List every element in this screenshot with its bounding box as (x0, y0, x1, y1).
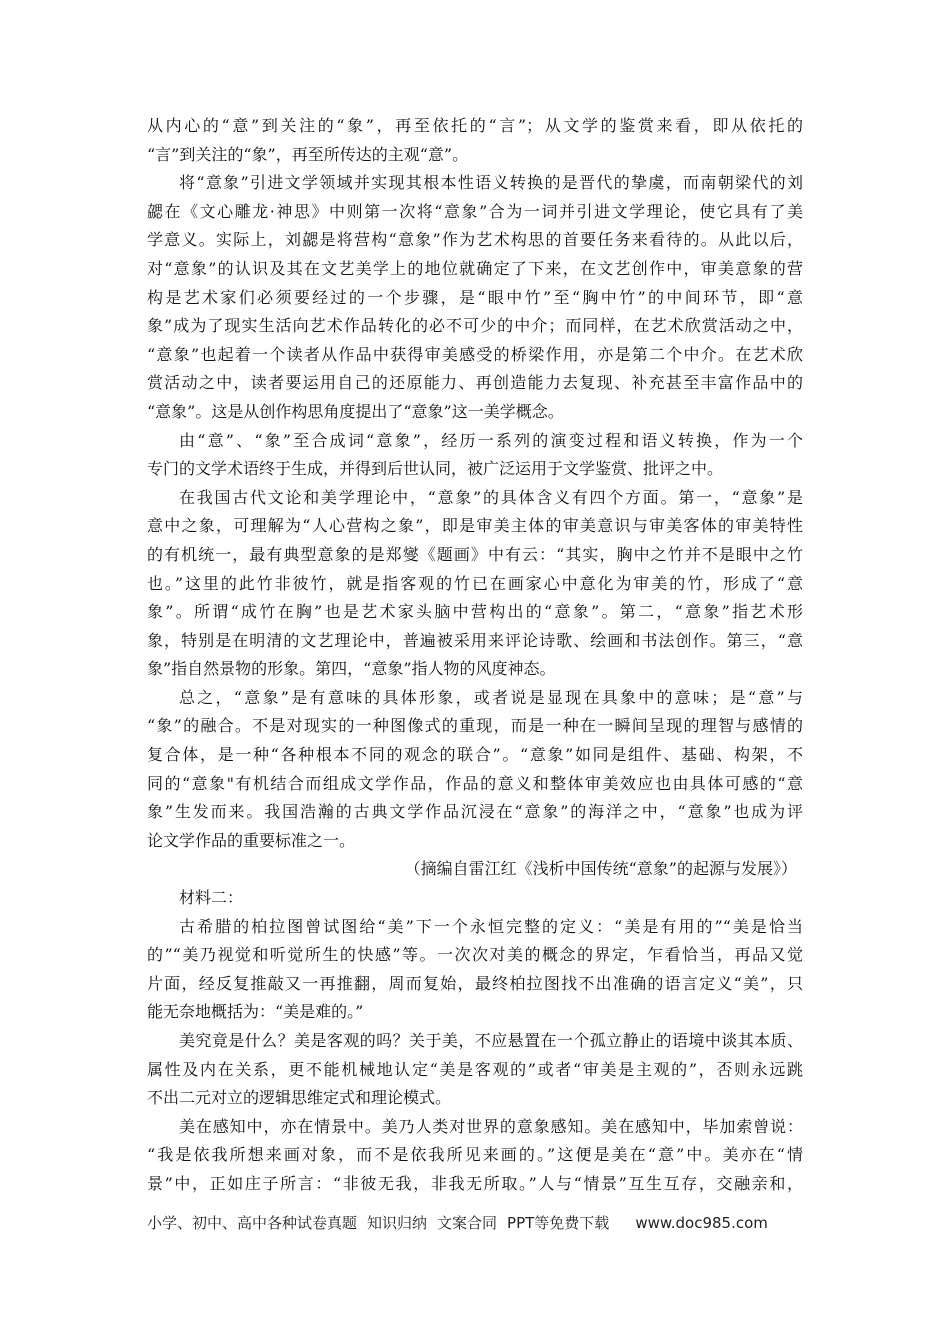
text-line: 同的“意象"有机结合而组成文学作品，作品的意义和整体审美效应也由具体可感的“意 (147, 773, 803, 793)
text-line: 美究竟是什么？美是客观的吗？关于美，不应悬置在一个孤立静止的语境中谈其本质、 (179, 1031, 803, 1050)
text-line: 复合体，是一种“各种根本不同的观念的联合”。“意象”如同是组件、基础、构架，不 (147, 745, 803, 765)
text-line: 勰在《文心雕龙·神思》中则第一次将“意象”合为一词并引进文学理论，使它具有了美 (147, 201, 803, 221)
footer-item: 小学、初中、高中各种试卷真题 (147, 1214, 358, 1232)
text-line: 在我国古代文论和美学理论中，“意象”的具体含义有四个方面。第一，“意象”是 (179, 487, 803, 507)
text-line: 对“意象”的认识及其在文艺美学上的地位就确定了下来，在文艺创作中，审美意象的营 (147, 258, 803, 278)
text-line: 专门的文学术语终于生成，并得到后世认同，被广泛运用于文学鉴赏、批评之中。 (147, 459, 724, 479)
text-line: 总之，“意象”是有意味的具体形象，或者说是显现在具象中的意味；是“意”与 (179, 687, 803, 707)
text-line: 片面，经反复推敲又一再推翻，周而复始，最终柏拉图找不出准确的语言定义“美”，只 (147, 973, 803, 993)
text-line: 构是艺术家们必须要经过的一个步骤，是“眼中竹”至“胸中竹”的中间环节，即“意 (147, 287, 803, 307)
document-body (147, 112, 803, 1199)
text-line: “言”到关注的“象”，再至所传达的主观“意”。 (147, 144, 469, 164)
text-line: 象”。所谓“成竹在胸”也是艺术家头脑中营构出的“意象”。第二，“意象”指艺术形 (147, 602, 803, 622)
page-footer (147, 1210, 803, 1236)
text-line: 论文学作品的重要标准之一。 (147, 830, 356, 850)
section-heading: 材料二： (179, 888, 244, 908)
text-line: 意中之象，可理解为“人心营构之象”，即是审美主体的审美意识与审美客体的审美特性 (147, 516, 803, 536)
text-line: 古希腊的柏拉图曾试图给“美”下一个永恒完整的定义：“美是有用的”“美是恰当 (179, 916, 803, 936)
footer-item: 知识归纳 (367, 1214, 428, 1232)
source-citation: （摘编自雷江红《浅析中国传统“意象”的起源与发展》） (404, 859, 797, 879)
text-line: “意象”也起着一个读者从作品中获得审美感受的桥梁作用，亦是第二个中介。在艺术欣 (147, 344, 803, 364)
text-line: “意象”。这是从创作构思角度提出了“意象”这一美学概念。 (147, 401, 564, 421)
text-line: 由“意”、“象”至合成词“意象”，经历一系列的演变过程和语义转换，作为一个 (179, 430, 803, 450)
text-line: “我是依我所想来画对象，而不是依我所见来画的。”这便是美在“意”中。美亦在“情 (147, 1145, 803, 1165)
text-line: 能无奈地概括为：“美是难的。” (147, 1002, 364, 1022)
text-line: “象”的融合。不是对现实的一种图像式的重现，而是一种在一瞬间呈现的理智与感情的 (147, 716, 803, 736)
text-line: 属性及内在关系，更不能机械地认定“美是客观的”或者“审美是主观的”，否则永远跳 (147, 1059, 803, 1079)
text-line: 赏活动之中，读者要运用自己的还原能力、再创造能力去复现、补充甚至丰富作品中的 (147, 373, 803, 393)
text-line: 学意义。实际上，刘勰是将营构“意象”作为艺术构思的首要任务来看待的。从此以后， (147, 230, 803, 250)
footer-item: 文案合同 (437, 1214, 498, 1232)
text-line: 从内心的“意”到关注的“象”，再至依托的“言”；从文学的鉴赏来看，即从依托的 (147, 116, 803, 135)
footer-item: PPT等免费下载 (507, 1214, 610, 1232)
footer-url[interactable]: www.doc985.com (635, 1214, 768, 1232)
text-line: 不出二元对立的逻辑思维定式和理论模式。 (147, 1088, 452, 1108)
text-line: 象”指自然景物的形象。第四，“意象”指人物的风度神态。 (147, 659, 556, 679)
text-line: 的”“美乃视觉和听觉所生的快感”等。一次次对美的概念的界定，乍看恰当，再品又觉 (147, 945, 803, 965)
text-line: 象”生发而来。我国浩瀚的古典文学作品沉浸在“意象”的海洋之中，“意象”也成为评 (147, 802, 803, 822)
text-line: 象”成为了现实生活向艺术作品转化的必不可少的中介；而同样，在艺术欣赏活动之中， (147, 316, 803, 336)
text-line: 美在感知中，亦在情景中。美乃人类对世界的意象感知。美在感知中，毕加索曾说： (179, 1116, 803, 1136)
text-line: 的有机统一，最有典型意象的是郑燮《题画》中有云：“其实，胸中之竹并不是眼中之竹 (147, 544, 803, 564)
text-line: 象，特别是在明清的文艺理论中，普遍被采用来评论诗歌、绘画和书法创作。第三，“意 (147, 630, 803, 650)
text-line: 也。”这里的此竹非彼竹，就是指客观的竹已在画家心中意化为审美的竹，形成了“意 (147, 573, 803, 593)
text-line: 将“意象”引进文学领域并实现其根本性语义转换的是晋代的挚虞，而南朝梁代的刘 (179, 173, 803, 193)
text-line: 景”中，正如庄子所言：“非彼无我，非我无所取。”人与“情景”互生互存，交融亲和， (147, 1173, 803, 1193)
